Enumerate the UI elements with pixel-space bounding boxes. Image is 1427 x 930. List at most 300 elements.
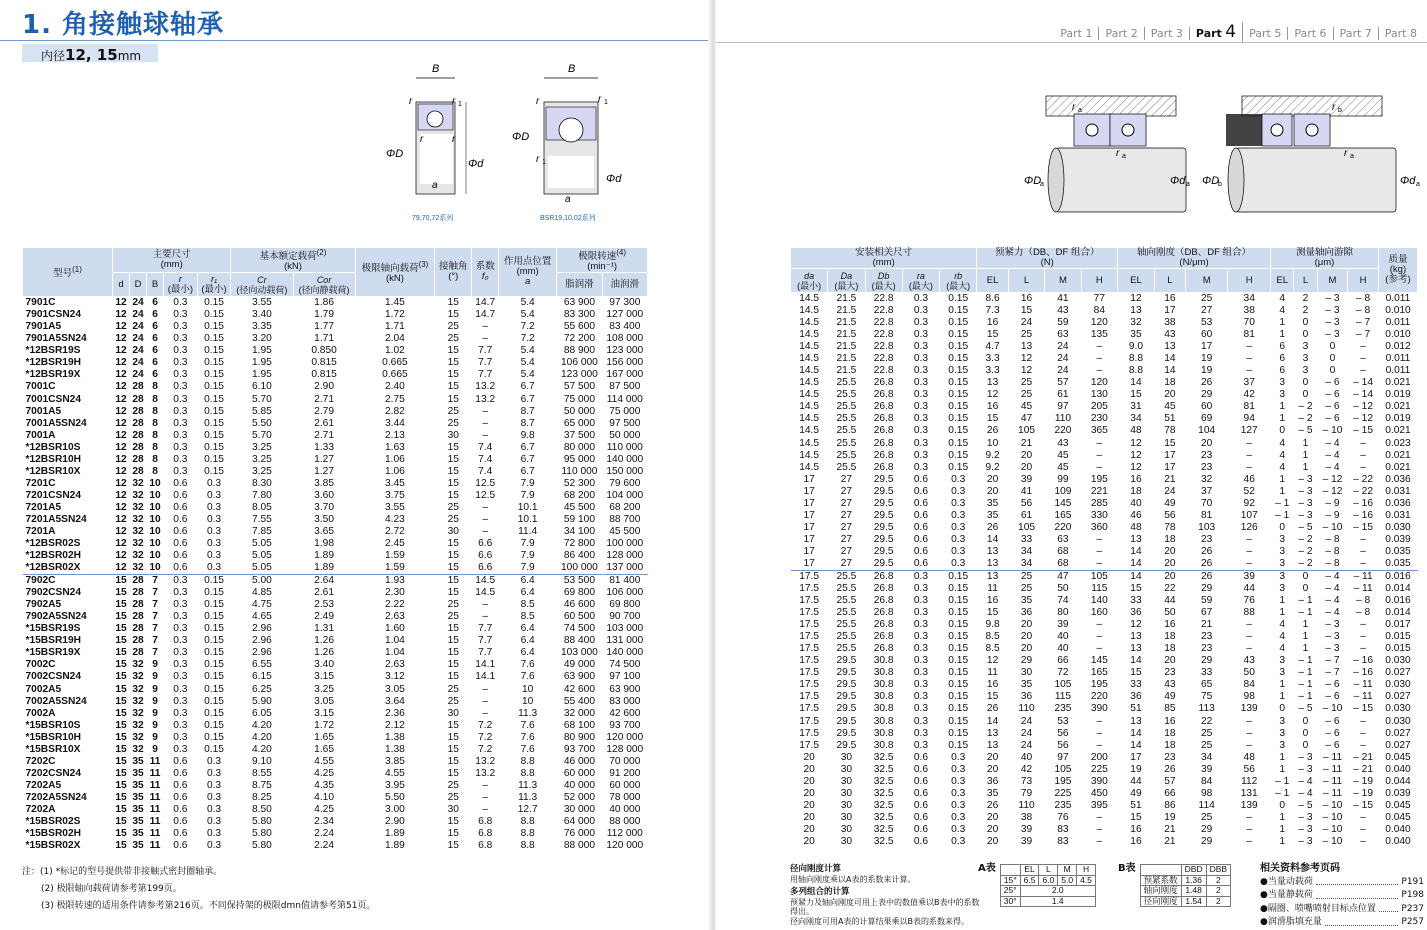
table-cell: 33 (1130, 595, 1142, 607)
table-cell: 0.3 (913, 353, 929, 365)
table-cell: 3 (1279, 389, 1285, 401)
table-row (791, 728, 1418, 740)
table-cell: – 3 (1298, 763, 1313, 775)
table-cell: 75 000 (609, 405, 641, 417)
table-cell: 14.5 (799, 425, 820, 437)
table-cell: 2.82 (385, 405, 405, 417)
table-cell: – (1096, 353, 1103, 365)
table-cell: 42 (1020, 763, 1033, 775)
table-cell: 0.010 (1385, 329, 1411, 341)
table-cell: 0.3 (951, 811, 966, 823)
table-row (23, 659, 648, 671)
table-cell: 32 (132, 489, 144, 501)
table-row (23, 454, 648, 466)
svg-text:a: a (432, 180, 438, 191)
table-cell: 9 (152, 707, 158, 719)
table-cell: 8.5 (985, 631, 1000, 643)
table-cell: 4.10 (314, 791, 334, 803)
table-cell: 1.60 (385, 623, 405, 635)
table-cell: 0.815 (311, 369, 337, 381)
table-cell: – 2 (1298, 413, 1313, 425)
col-c-el: EL (1271, 269, 1294, 293)
table-cell: 22.8 (873, 365, 894, 377)
table-cell: 22.8 (873, 317, 894, 329)
table-cell: 0.3 (913, 425, 929, 437)
table-cell: – 3 (1298, 823, 1313, 835)
table-cell: 0.3 (913, 595, 929, 607)
table-cell: 0.6 (913, 823, 929, 835)
table-cell: 28 (132, 393, 144, 405)
table-cell: 46 000 (563, 755, 596, 767)
table-cell: – 3 (1325, 619, 1340, 631)
table-cell: 100 000 (561, 562, 598, 574)
table-cell: – 4 (1325, 461, 1340, 473)
table-cell: – 10 (1322, 425, 1343, 437)
table-cell: 13 (986, 377, 999, 389)
ref-item[interactable]: ●当量动载荷 P191 (1260, 876, 1424, 887)
ref-item[interactable]: ●隔圈、喷嘴喷射目标点位置 P237 (1260, 903, 1424, 914)
table-cell: 29.5 (836, 667, 857, 679)
table-cell: 0.15 (948, 667, 969, 679)
col-c-m: M (1317, 269, 1348, 293)
table-cell: 21.5 (836, 317, 857, 329)
table-cell: 13 (1164, 341, 1176, 353)
table-cell: 2.96 (252, 647, 272, 659)
table-cell: 7.9 (520, 562, 535, 574)
table-cell: 1.89 (314, 550, 334, 562)
table-cell: 27 (840, 557, 853, 569)
table-cell: 57 (1057, 377, 1069, 389)
table-row (23, 466, 648, 478)
table-cell: – (1246, 341, 1253, 353)
table-cell: 30 (840, 751, 853, 763)
calc-text-1: 用轴向刚度乘以A表的系数来计算。 (790, 874, 916, 884)
table-cell: 38 (1020, 811, 1033, 823)
table-cell: – 15 (1353, 703, 1374, 715)
table-cell: 0.6 (913, 485, 929, 497)
table-cell: 6.8 (478, 840, 493, 852)
table-cell: 26 (986, 425, 999, 437)
table-cell: – (1096, 461, 1103, 473)
table-cell: 17 (803, 521, 815, 533)
table-cell: – 4 (1317, 570, 1348, 583)
table-cell: – 3 (1298, 751, 1313, 763)
table-cell: 0 (1302, 739, 1309, 751)
table-cell: – 3 (1325, 643, 1340, 655)
table-cell: 12 (1130, 461, 1142, 473)
table-cell: 55 400 (563, 695, 596, 707)
table-row (791, 764, 1418, 776)
table-cell: 9.0 (1128, 341, 1144, 353)
table-cell: 1.02 (385, 345, 405, 357)
table-row (23, 297, 648, 310)
table-cell: 18 (1164, 631, 1176, 643)
ref-item[interactable]: ●当量静载荷 P198 (1260, 890, 1424, 900)
table-cell: 0.6 (173, 816, 188, 828)
table-cell: 32 (132, 695, 144, 707)
table-cell: 15 (447, 767, 459, 779)
table-cell: 83 (1057, 823, 1069, 835)
table-cell: 7.7 (478, 635, 493, 647)
nav-part-1[interactable]: Part 1 (1054, 27, 1099, 40)
table-cell: 7902A5 (25, 599, 62, 611)
table-cell: 97 (1057, 751, 1069, 763)
table-cell: 0.3 (951, 533, 966, 545)
table-cell: – 10 (1322, 835, 1343, 847)
table-cell: 0.15 (948, 365, 969, 377)
table-cell: – (1360, 631, 1366, 643)
table-cell: 32 (132, 477, 144, 489)
table-cell: 51 (1130, 799, 1142, 811)
table-cell: 38 (1164, 317, 1176, 329)
table-cell: – 8 (1356, 595, 1371, 607)
table-cell: 7002A (25, 707, 56, 719)
table-cell: 7001A (25, 429, 56, 441)
table-cell: 25 (447, 683, 459, 695)
table-cell: 0.039 (1385, 787, 1411, 799)
table-cell: 3 (1279, 377, 1285, 389)
table-cell: 15 (447, 719, 459, 731)
nav-part-6[interactable]: Part 6 (1288, 27, 1333, 40)
table-cell: 1.95 (252, 369, 272, 381)
table-cell: 0.027 (1385, 739, 1411, 751)
table-cell: 40 000 (563, 779, 596, 791)
table-cell: 59 (1201, 595, 1213, 607)
table-cell: 4 (1279, 305, 1285, 317)
svg-text:1: 1 (604, 99, 608, 106)
col-Db: Db (最大) (865, 269, 902, 293)
table-cell: – 14 (1353, 389, 1374, 401)
col-r-l: L (1154, 269, 1185, 293)
table-cell: 22.8 (873, 293, 894, 304)
table-cell: 105 (1018, 521, 1036, 533)
table-cell: 3 (1279, 715, 1285, 727)
table-cell: 0.3 (173, 309, 188, 321)
table-cell: 2.64 (293, 575, 355, 588)
nav-part-8[interactable]: Part 8 (1384, 27, 1417, 40)
table-cell: 0.040 (1385, 763, 1411, 775)
table-cell: 23 (1164, 667, 1176, 679)
table-cell: 0.15 (204, 345, 224, 357)
table-cell: 0.15 (948, 631, 969, 643)
table-cell: 0 (1329, 353, 1336, 365)
table-cell: 0.3 (173, 719, 188, 731)
diagram2-caption: BSR19,10,02系列 (540, 215, 596, 222)
table-cell: – (1246, 449, 1253, 461)
table-cell: 0.027 (1385, 691, 1411, 703)
footnotes (22, 864, 375, 915)
table-cell: 14.1 (475, 659, 496, 671)
table-cell: 0.3 (951, 823, 966, 835)
table-cell: 15 (113, 575, 130, 588)
table-cell: 10.1 (517, 513, 538, 525)
table-cell: 7902A5SN24 (25, 611, 87, 623)
table-row (791, 788, 1418, 800)
table-cell: 205 (1090, 401, 1108, 413)
table-cell: 35 (986, 787, 999, 799)
table-cell: 15 (115, 683, 127, 695)
table-cell: 19 (1201, 365, 1213, 377)
table-cell: 12 (115, 333, 127, 345)
table-cell: 14.7 (475, 309, 496, 321)
table-cell: 34 100 (563, 526, 596, 538)
table-cell: 6 (152, 297, 158, 309)
table-cell: 0.15 (940, 570, 977, 583)
ref-item[interactable]: ●润滑脂填充量 P257 (1260, 917, 1424, 927)
table-cell: 10 (149, 562, 161, 574)
table-cell: 0.3 (206, 755, 222, 767)
table-cell: 195 (1090, 473, 1108, 485)
table-cell: 45 (1057, 449, 1069, 461)
table-cell: 10 (149, 526, 161, 538)
table-cell: 3.35 (252, 321, 272, 333)
table-cell: 14.5 (472, 575, 499, 588)
table-cell: 0.665 (382, 357, 408, 369)
table-cell: 5.05 (252, 538, 272, 550)
table-cell: 36 (986, 775, 999, 787)
table-cell: – 16 (1353, 667, 1374, 679)
table-cell: 0.6 (173, 489, 188, 501)
table-cell: 21 (1201, 619, 1213, 631)
table-cell: 113 (1198, 703, 1215, 715)
left-page (0, 0, 712, 930)
table-cell: 16 (1164, 293, 1176, 304)
col-B: B (147, 273, 164, 297)
table-cell: 8 (152, 465, 158, 477)
bearing-diagram-bsr (510, 62, 630, 224)
table-cell: 17 (803, 533, 815, 545)
table-cell: 0.3 (206, 538, 222, 550)
table-cell: 15 (447, 465, 459, 477)
table-cell: 29.5 (836, 715, 857, 727)
table-cell: 68 (1057, 545, 1069, 557)
table-cell: 22.8 (873, 305, 894, 317)
table-cell: 5.00 (231, 575, 293, 588)
table-cell: 123 000 (606, 345, 644, 357)
table-row (791, 534, 1418, 546)
table-cell: 0.15 (204, 707, 224, 719)
table-cell: – (1360, 449, 1366, 461)
table-cell: 49 (1130, 787, 1142, 799)
table-cell: 47 (1020, 413, 1033, 425)
table-cell: 36 (1020, 691, 1033, 703)
table-cell: 29.5 (873, 533, 894, 545)
table-cell: – 10 (1322, 703, 1343, 715)
table-cell: 7902C (23, 575, 113, 588)
table-cell: 1.86 (314, 297, 334, 309)
table-cell: 0.15 (948, 317, 969, 329)
col-angle: 接触角 (°) (435, 248, 472, 297)
table-cell: 10 (149, 501, 161, 513)
table-cell: 8 (152, 417, 158, 429)
table-cell: – (1360, 643, 1366, 655)
table-cell: 0.016 (1385, 595, 1411, 607)
table-cell: 4.85 (252, 587, 272, 599)
table-cell: 26.8 (873, 389, 894, 401)
svg-text:r: r (536, 96, 540, 107)
table-cell: – (482, 333, 489, 345)
table-cell: 30 (447, 804, 459, 815)
table-cell: – (482, 611, 489, 623)
table-cell: 0.15 (204, 587, 224, 599)
table-cell: 3.40 (252, 309, 272, 321)
table-cell: 8.7 (520, 405, 535, 417)
table-cell: 3 (1279, 583, 1285, 594)
table-cell: – (1246, 557, 1253, 569)
table-cell: 45 500 (563, 501, 596, 513)
table-cell: 25 (447, 779, 459, 791)
calc-text-2: 预紧力及轴向刚度可用上表中的数值乘以B表中的系数得出。 (790, 897, 980, 916)
table-cell: 5.90 (252, 695, 272, 707)
table-cell: – 4 (1325, 449, 1340, 461)
table-row (791, 353, 1418, 365)
table-cell: 44 (1243, 583, 1255, 594)
table-cell: 0.021 (1385, 401, 1411, 413)
table-row (791, 824, 1418, 836)
table-row (791, 740, 1418, 752)
table-cell: 20 (986, 751, 999, 763)
table-cell: 46 600 (563, 599, 596, 611)
table-cell: 97 300 (609, 297, 641, 309)
col-speed: 极限转速$^{(4)}$ (min⁻¹) (557, 248, 648, 273)
table-cell: 0.15 (204, 297, 224, 309)
table-cell: 2.36 (385, 707, 405, 719)
table-cell: 0.3 (913, 739, 929, 751)
table-cell: 24 (132, 321, 144, 333)
table-cell: 72 (1057, 667, 1069, 679)
table-cell: 25 (447, 501, 459, 513)
table-cell: 0.6 (913, 787, 929, 799)
table-cell: 15 (1130, 811, 1142, 823)
table-cell: 45 (1164, 401, 1176, 413)
table-cell: 1.89 (385, 840, 405, 852)
table-cell: 8.8 (520, 828, 535, 840)
table-cell: 56 (1057, 727, 1069, 739)
table-cell: 17.5 (799, 703, 820, 715)
table-cell: 15 (115, 828, 127, 840)
table-cell: 52 (1243, 485, 1255, 497)
table-cell: 120 000 (606, 840, 644, 852)
nav-part-7[interactable]: Part 7 (1334, 27, 1379, 40)
table-cell: 1 (1279, 679, 1285, 691)
table-cell: 22.8 (873, 353, 894, 365)
table-cell: 25 (447, 321, 459, 333)
table-cell: 3 (1279, 545, 1285, 557)
table-cell: 35 (1130, 329, 1142, 341)
table-cell: 0.031 (1385, 509, 1411, 521)
table-cell: 10 (521, 695, 534, 707)
table-cell: 22 (1164, 583, 1176, 594)
col-r-el: EL (1118, 269, 1155, 293)
table-cell: 0 (1302, 583, 1309, 594)
table-cell: 17.5 (799, 691, 820, 703)
table-cell: 0.6 (913, 521, 929, 533)
table-cell: 0.3 (913, 377, 929, 389)
table-cell: 0.15 (948, 583, 969, 594)
table-cell: 1 (1302, 461, 1309, 473)
table-cell: 3 (1302, 353, 1309, 365)
table-cell: 13 (1130, 643, 1142, 655)
table-cell: 2.96 (252, 623, 272, 635)
nav-part-4-current[interactable]: Part 4 (1190, 22, 1243, 42)
table-cell: 0.3 (173, 683, 188, 695)
table-cell: 0.15 (948, 389, 969, 401)
table-cell: 32 (132, 743, 144, 755)
table-cell: 15 (447, 659, 459, 671)
table-cell: – (1360, 461, 1366, 473)
table-cell: 5.70 (252, 429, 272, 441)
table-cell: 0.011 (1385, 365, 1411, 377)
table-cell: 26.8 (873, 401, 894, 413)
table-cell: 156 000 (606, 357, 644, 369)
table-cell: 7202A (25, 804, 56, 815)
table-cell: 13 (1130, 533, 1142, 545)
nav-part-5[interactable]: Part 5 (1243, 27, 1288, 40)
table-cell: 15 (447, 816, 459, 828)
table-cell: 49 (1164, 497, 1176, 509)
table-cell: 68 200 (563, 489, 596, 501)
table-cell: 0.15 (948, 449, 969, 461)
table-cell: 12 (1020, 353, 1033, 365)
table-cell: – 10 (1322, 799, 1343, 811)
table-cell: 1.71 (314, 333, 334, 345)
table-cell: 37 (1201, 485, 1213, 497)
table-cell: – 4 (1325, 595, 1340, 607)
table-cell: 0.3 (173, 333, 188, 345)
table-cell: 0.030 (1385, 715, 1411, 727)
table-cell: 32.5 (873, 763, 894, 775)
table-cell: 35 (986, 509, 999, 521)
table-cell: 104 000 (606, 489, 644, 501)
table-cell: 0.3 (173, 659, 188, 671)
table-cell: 0.036 (1385, 497, 1411, 509)
table-cell: 0.6 (173, 562, 188, 574)
table-cell: 0 (1279, 799, 1285, 811)
table-cell: 1 (1279, 473, 1285, 485)
table-cell: 3.65 (314, 526, 334, 538)
table-cell: 2.24 (314, 840, 334, 852)
table-cell: 0.15 (204, 393, 224, 405)
table-cell: 21.5 (836, 293, 857, 304)
table-cell: 63 900 (563, 297, 596, 309)
table-cell: 14.5 (475, 587, 496, 599)
table-cell: 5.80 (252, 828, 272, 840)
nav-part-3[interactable]: Part 3 (1145, 27, 1190, 40)
table-cell: 24 (1057, 353, 1069, 365)
table-cell: 235 (1054, 799, 1072, 811)
table-cell: – (1246, 437, 1253, 449)
table-cell: 3.55 (385, 501, 405, 513)
table-cell: 0.15 (204, 357, 224, 369)
svg-text:1: 1 (458, 101, 462, 108)
table-cell: 7.9 (520, 550, 535, 562)
table-cell: – 11 (1353, 679, 1373, 691)
table-cell: – (1246, 619, 1253, 631)
table-cell: – 15 (1353, 521, 1374, 533)
table-cell: 7.6 (520, 731, 535, 743)
nav-part-2[interactable]: Part 2 (1099, 27, 1144, 40)
table-cell: 0.036 (1385, 473, 1411, 485)
table-cell: 10.1 (517, 501, 538, 513)
note-3: (3) 极限转速的适用条件请参考第216页。不同保持架的极限dmn值请参考第51页。 (41, 901, 376, 911)
table-cell: – 5 (1298, 703, 1313, 715)
table-cell: 395 (1090, 799, 1108, 811)
table-cell: 0.6 (913, 775, 929, 787)
table-cell: 22.8 (873, 329, 894, 341)
table-cell: 14 (1130, 655, 1142, 667)
table-cell: 0.019 (1385, 389, 1411, 401)
table-cell: 7201A5 (25, 501, 62, 513)
